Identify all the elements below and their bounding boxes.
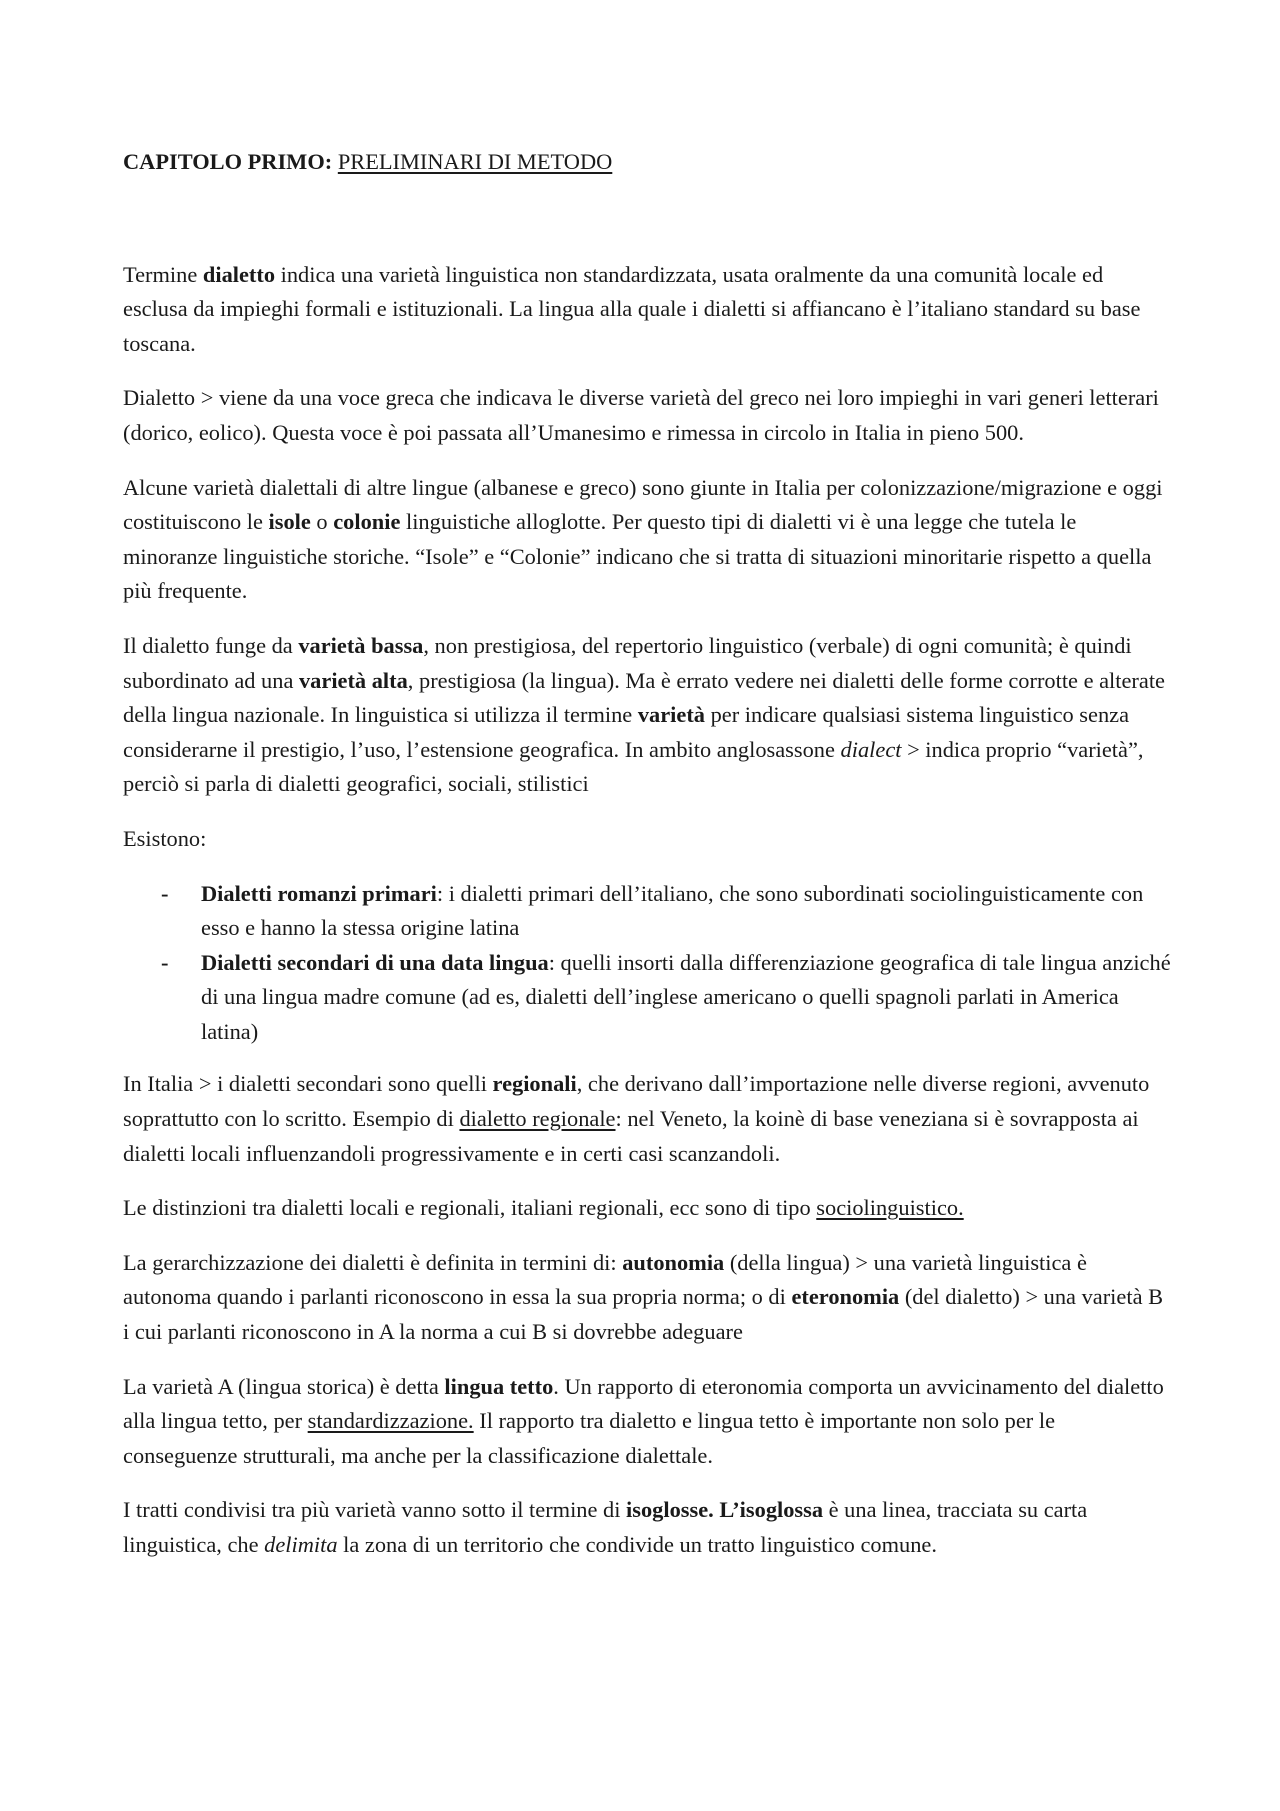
text-run: (della lingua) > una varietà linguistica è autonoma quando i parlanti riconoscono in essa la sua propria norma; o di bbox=[123, 1249, 1087, 1310]
paragraph bbox=[123, 381, 1173, 450]
text-run: , non prestigiosa, del repertorio linguistico (verbale) di ogni comunità; è quindi subordinato ad una bbox=[123, 632, 1132, 693]
bold-term: eteronomia bbox=[791, 1284, 900, 1310]
dialect-types-list bbox=[123, 877, 1173, 1050]
bold-term: dialetto bbox=[202, 261, 276, 287]
dash-bullet: - bbox=[161, 880, 169, 906]
paragraph bbox=[123, 258, 1173, 362]
text-run: la zona di un territorio che condivide un tratto linguistico comune. bbox=[337, 1532, 937, 1557]
text-run: Alcune varietà dialettali di altre lingue (albanese e greco) sono giunte in Italia per colonizzazione/migrazione e oggi costituiscono le bbox=[123, 474, 1163, 535]
bold-term: lingua tetto bbox=[444, 1373, 554, 1399]
chapter-label: CAPITOLO PRIMO: bbox=[123, 149, 333, 174]
text-run: o bbox=[310, 509, 334, 535]
bold-term: regionali bbox=[492, 1071, 577, 1097]
text-run: Dialetto > viene da una voce greca che indicava le diverse varietà del greco nei loro impieghi in vari generi letterari (dorico, eolico). Questa voce è poi passata all’Umanesimo e rimessa in circolo in Italia in pieno 500. bbox=[123, 385, 1159, 445]
text-run: Il rapporto tra dialetto e lingua tetto è importante non solo per le conseguenze strutturali, ma anche per la classificazione dialettale. bbox=[123, 1408, 1056, 1468]
text-run: : nel Veneto, la koinè di base veneziana si è sovrapposta ai dialetti locali influenzandoli progressivamente e in certi casi scanzandoli. bbox=[123, 1106, 1139, 1166]
underlined-term: sociolinguistico. bbox=[816, 1195, 964, 1221]
text-run: Le distinzioni tra dialetti locali e regionali, italiani regionali, ecc sono di tipo bbox=[123, 1195, 817, 1221]
document-page bbox=[123, 145, 1173, 1583]
bold-term: varietà bbox=[637, 702, 705, 728]
text-run: : i dialetti primari dell’italiano, che sono subordinati sociolinguisticamente con esso e hanno la stessa origine latina bbox=[201, 880, 1144, 941]
bold-term: autonomia bbox=[622, 1249, 725, 1275]
text-run: Esistono: bbox=[123, 825, 207, 851]
bold-term: varietà bassa bbox=[298, 632, 424, 658]
text-run: I tratti condivisi tra più varietà vanno sotto il termine di bbox=[123, 1497, 627, 1523]
text-run: linguistiche alloglotte. Per questo tipi di dialetti vi è una legge che tutela le minoranze linguistiche storiche. “Isole” e “Colonie” indicano che si tratta di situazioni minoritarie rispetto a quella più frequente. bbox=[123, 509, 1152, 604]
text-run: La varietà A (lingua storica) è detta bbox=[123, 1373, 445, 1399]
text-run: : quelli insorti dalla differenziazione geografica di tale lingua anziché di una lingua madre comune (ad es, dialetti dell’inglese americano o quelli spagnoli parlati in America latina) bbox=[201, 949, 1171, 1044]
text-run: Il dialetto funge da bbox=[123, 632, 299, 658]
text-run: La gerarchizzazione dei dialetti è definita in termini di: bbox=[123, 1249, 623, 1275]
bold-term: Dialetti secondari di una data lingua bbox=[201, 949, 549, 975]
text-run: In Italia > i dialetti secondari sono quelli bbox=[123, 1071, 493, 1097]
bold-term: varietà alta bbox=[298, 667, 408, 693]
paragraph bbox=[123, 822, 1173, 857]
text-run: Termine bbox=[123, 261, 203, 287]
text-run: indica una varietà linguistica non standardizzata, usata oralmente da una comunità locale ed esclusa da impieghi formali e istituzionali. La lingua alla quale i dialetti si affiancano è l’italiano standard su base toscana. bbox=[123, 261, 1141, 356]
italic-term: dialect bbox=[840, 736, 902, 762]
paragraph bbox=[123, 1246, 1173, 1350]
text-run: è una linea, tracciata su carta linguistica, che bbox=[123, 1497, 1088, 1557]
paragraph bbox=[123, 471, 1173, 609]
bold-term: colonie bbox=[333, 509, 401, 535]
list-item bbox=[123, 877, 1173, 946]
paragraph bbox=[123, 1370, 1173, 1474]
underlined-term: standardizzazione. bbox=[307, 1408, 474, 1434]
text-run: > indica proprio “varietà”, perciò si parla di dialetti geografici, sociali, stilistici bbox=[123, 736, 1144, 797]
paragraph bbox=[123, 1493, 1173, 1562]
paragraph bbox=[123, 629, 1173, 802]
list-item bbox=[123, 946, 1173, 1050]
bold-term: isole bbox=[268, 509, 311, 535]
paragraphs-body bbox=[123, 1067, 1173, 1562]
paragraph bbox=[123, 1191, 1173, 1226]
text-run: , che derivano dall’importazione nelle diverse regioni, avvenuto soprattutto con lo scritto. Esempio di bbox=[123, 1071, 1150, 1132]
text-run: , prestigiosa (la lingua). Ma è errato vedere nei dialetti delle forme corrotte e alterate della lingua nazionale. In linguistica si utilizza il termine bbox=[123, 667, 1165, 728]
text-run: per indicare qualsiasi sistema linguistico senza considerarne il prestigio, l’uso, l’estensione geografica. In ambito anglosassone bbox=[123, 702, 1130, 762]
bold-term: isoglosse. L’isoglossa bbox=[626, 1497, 824, 1523]
chapter-title bbox=[123, 145, 1173, 180]
paragraphs-intro bbox=[123, 258, 1173, 857]
text-run: (del dialetto) > una varietà B i cui parlanti riconoscono in A la norma a cui B si dovrebbe adeguare bbox=[123, 1284, 1164, 1345]
underlined-term: dialetto regionale bbox=[459, 1106, 616, 1132]
chapter-subtitle: PRELIMINARI DI METODO bbox=[337, 149, 613, 174]
paragraph bbox=[123, 1067, 1173, 1171]
bold-term: Dialetti romanzi primari bbox=[201, 880, 437, 906]
dash-bullet: - bbox=[161, 949, 169, 975]
text-run: . Un rapporto di eteronomia comporta un avvicinamento del dialetto alla lingua tetto, per bbox=[123, 1373, 1164, 1434]
italic-term: delimita bbox=[264, 1532, 338, 1557]
